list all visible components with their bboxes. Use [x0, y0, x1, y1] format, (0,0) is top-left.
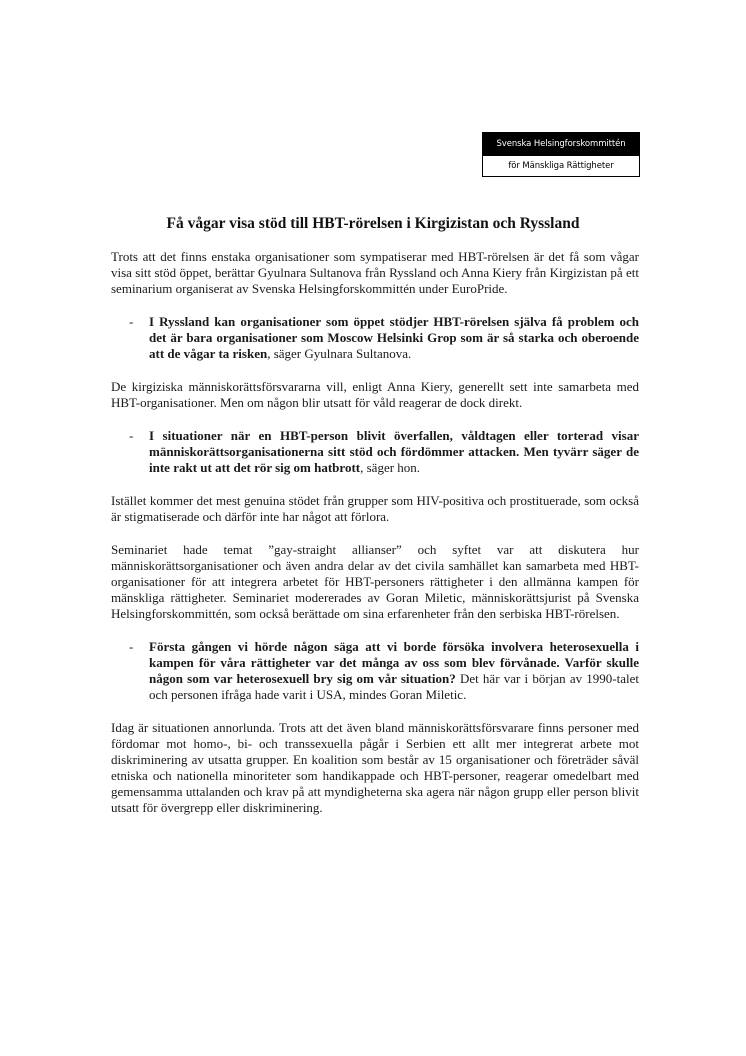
bullet-dash: -	[129, 314, 134, 329]
quote-anna	[111, 428, 639, 476]
quote-text	[149, 314, 639, 362]
quote-attribution: , säger hon.	[360, 460, 421, 475]
paragraph-intro: Trots att det finns enstaka organisationer som sympatiserar med HBT-rörelsen är det få som vågar visa sitt stöd öppet, berättar Gyulnara Sultanova från Ryssland och Anna Kiery från Kirgizistan på ett seminarium organiserat av Svenska Helsingforskommittén under EuroPride.	[111, 249, 639, 296]
quote-attribution: Det här var i början av 1990-talet och personen ifråga hade varit i USA, mindes Goran Miletic.	[149, 671, 640, 702]
quote-bold-text: I situationer när en HBT-person blivit överfallen, våldtagen eller torterad visar människorättsorganisationerna sitt stöd och fördömmer attacken. Men tyvärr säger de inte rakt ut att det rör sig om hatbrott	[149, 428, 639, 475]
quote-bold-text: I Ryssland kan organisationer som öppet stödjer HBT-rörelsen själva få problem och det är bara organisationer som Moscow Helsinki Grop som är så starka och oberoende att de vågar ta risken	[149, 314, 639, 361]
paragraph-kirgizistan: De kirgiziska människorättsförsvararna vill, enligt Anna Kiery, generellt sett inte samarbeta med HBT-organisationer. Men om någon blir utsatt för våld reagerar de dock direkt.	[111, 379, 639, 410]
article-body	[111, 249, 639, 816]
quote-text	[149, 639, 639, 703]
logo-line-2: för Mänskliga Rättigheter	[483, 156, 639, 176]
paragraph-seminar: Seminariet hade temat ”gay-straight allianser” och syftet var att diskutera hur människorättsorganisationer och även andra delar av det civila samhället kan samarbeta med HBT-organisationer för att integrera arbetet för HBT-personers rättigheter i den allmänna kampen för mänskliga rättigheter. Seminariet modererades av Goran Miletic, människorättsjurist på Svenska Helsingforskommittén, som också berättade om sina erfarenheter från den serbiska HBT-rörelsen.	[111, 542, 639, 621]
paragraph-serbia: Idag är situationen annorlunda. Trots att det även bland människorättsförsvarare finns personer med fördomar mot homo-, bi- och transsexuella pågår i Serbien ett allt mer integrerat arbete mot diskriminering av utsatta grupper. En koalition som består av 15 organisationer och företräder såväl etniska och nationella minoriteter som handikappade och HBT-personer, reagerar omedelbart med gemensamma uttalanden och krav på att myndigheterna ska agera när någon grupp eller person blivit utsatt för övergrepp eller diskriminering.	[111, 720, 639, 815]
quote-bold-text: Första gången vi hörde någon säga att vi borde försöka involvera heterosexuella i kampen för våra rättigheter var det många av oss som blev förvånade. Varför skulle någon som var heterosexuell bry sig om vår situation?	[149, 639, 639, 686]
bullet-dash: -	[129, 428, 134, 443]
document-title: Få vågar visa stöd till HBT-rörelsen i Kirgizistan och Ryssland	[166, 215, 580, 232]
quote-text	[149, 428, 639, 476]
quote-attribution: , säger Gyulnara Sultanova.	[267, 346, 412, 361]
organization-logo	[482, 132, 640, 177]
bullet-dash: -	[129, 639, 134, 654]
logo-line-1: Svenska Helsingforskommittén	[483, 133, 639, 156]
quote-goran	[111, 639, 639, 703]
paragraph-support: Istället kommer det mest genuina stödet från grupper som HIV-positiva och prostituerade, som också är stigmatiserade och därför inte har något att förlora.	[111, 493, 639, 524]
quote-gyulnara	[111, 314, 639, 362]
